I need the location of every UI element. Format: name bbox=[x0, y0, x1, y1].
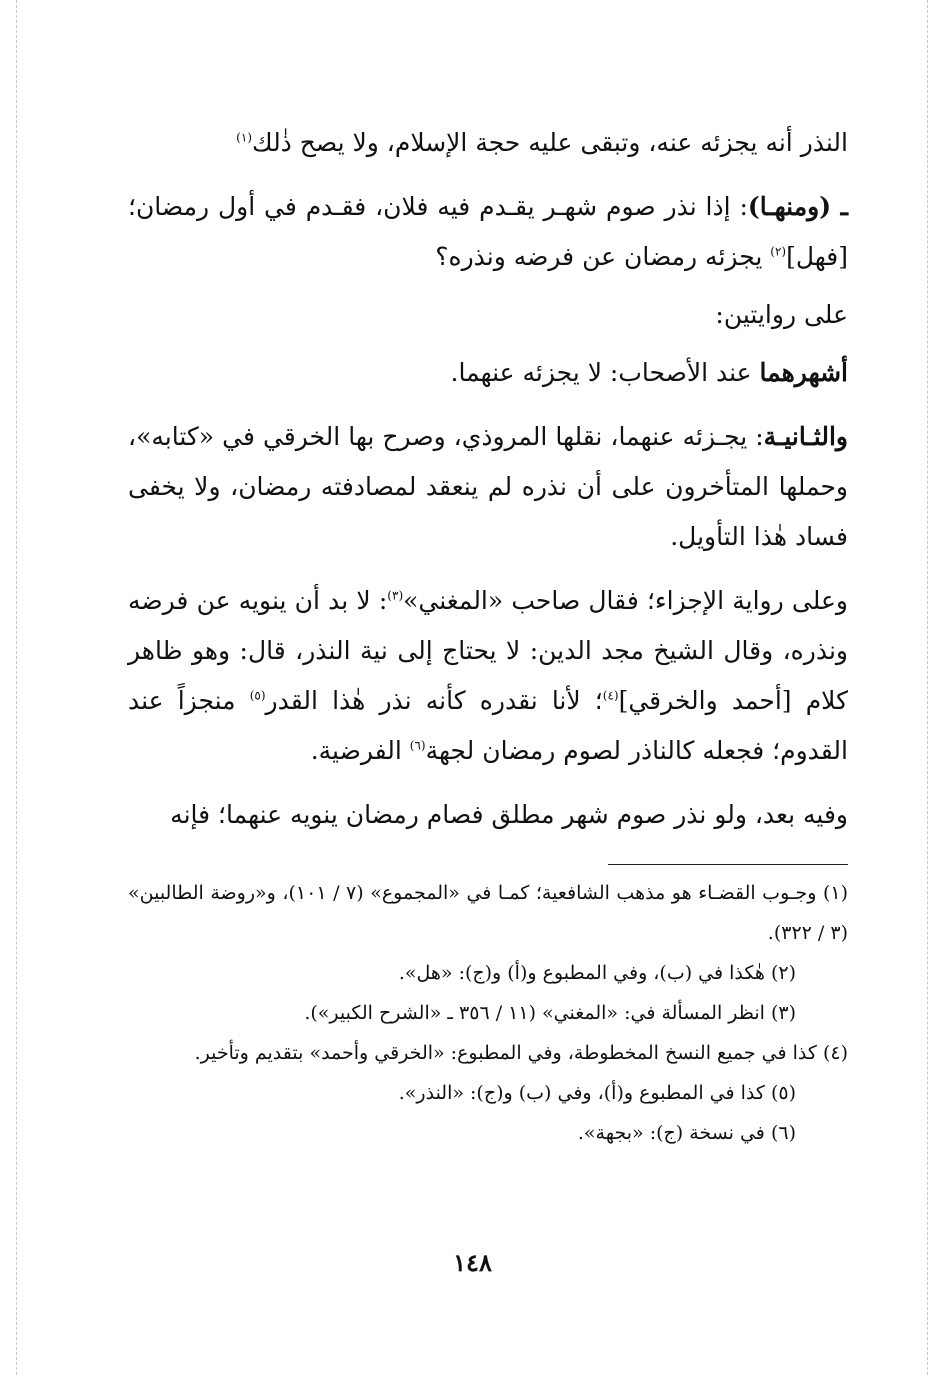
footnote-divider bbox=[608, 864, 848, 865]
footnote-5: (٥) كذا في المطبوع و(أ)، وفي (ب) و(ج): «النذر». bbox=[398, 1082, 796, 1104]
section-label: ـ (ومنهـا) bbox=[747, 192, 848, 221]
paragraph-3: على روايتين: bbox=[715, 300, 848, 329]
paragraph-1: النذر أنه يجزئه عنه، وتبقى عليه حجة الإسلام، ولا يصح ذٰلك$^{(١)}$ bbox=[236, 128, 848, 157]
paragraph-7: وفيه بعد، ولو نذر صوم شهر مطلق فصام رمضان ينويه عنهما؛ فإنه bbox=[170, 800, 848, 829]
footnotes bbox=[128, 873, 848, 1153]
paragraph-4: أشهرهما عند الأصحاب: لا يجزئه عنهما. bbox=[450, 358, 848, 387]
footnote-ref-1[interactable]: (١) bbox=[236, 130, 252, 145]
book-page bbox=[128, 118, 848, 1153]
footnote-6: (٦) في نسخة (ج): «بجهة». bbox=[577, 1122, 796, 1144]
footnote-ref-5[interactable]: (٥) bbox=[249, 688, 266, 703]
footnote-ref-6[interactable]: (٦) bbox=[409, 738, 426, 753]
scan-guide-line-left bbox=[16, 0, 17, 1375]
page-number: ١٤٨ bbox=[453, 1248, 492, 1277]
footnote-2: (٢) هٰكذا في (ب)، وفي المطبوع و(أ) و(ج): «هل». bbox=[398, 962, 796, 984]
footnote-ref-4[interactable]: (٤) bbox=[602, 688, 619, 703]
footnote-3: (٣) انظر المسألة في: «المغني» (١١ / ٣٥٦ ـ «الشرح الكبير»). bbox=[304, 1002, 796, 1024]
paragraph-6: وعلى رواية الإجزاء؛ فقال صاحب «المغني»$^{(٣)}$: لا بد أن ينويه عن فرضه ونذره، وقال الشيخ مجد الدين: لا يحتاج إلى نية النذر، قال: وهو ظاهر كلام [أحمد والخرقي]$^{(٤)}$؛ لأنا نقدره كأنه نذر هٰذا القدر$^{(٥)}$ منجزاً عند القدوم؛ فجعله كالناذر لصوم رمضان لجهة$^{(٦)}$ الفرضية. bbox=[128, 586, 848, 765]
footnote-4: (٤) كذا في جميع النسخ المخطوطة، وفي المطبوع: «الخرقي وأحمد» بتقديم وتأخير. bbox=[194, 1042, 848, 1064]
main-text bbox=[128, 118, 848, 840]
footnote-1: (١) وجـوب القضـاء هو مذهب الشافعية؛ كمـا في «المجموع» (٧ / ١٠١)، و«روضة الطالبين» (٣ / ٣٢٢). bbox=[128, 882, 848, 944]
paragraph-5: والثـانيـة: يجـزئه عنهما، نقلها المروذي، وصرح بها الخرقي في «كتابه»، وحملها المتأخرون على أن نذره لم ينعقد لمصادفته رمضان، ولا يخفى فساد هٰذا التأويل. bbox=[128, 422, 848, 551]
paragraph-2: ـ (ومنهـا): إذا نذر صوم شهـر يقـدم فيه فلان، فقـدم في أول رمضان؛ [فهل]$^{(٢)}$ يجزئه رمضان عن فرضه ونذره؟ bbox=[128, 192, 848, 271]
footnote-ref-3[interactable]: (٣) bbox=[387, 588, 404, 603]
footnote-ref-2[interactable]: (٢) bbox=[770, 244, 787, 259]
scan-guide-line-right bbox=[927, 0, 928, 1375]
